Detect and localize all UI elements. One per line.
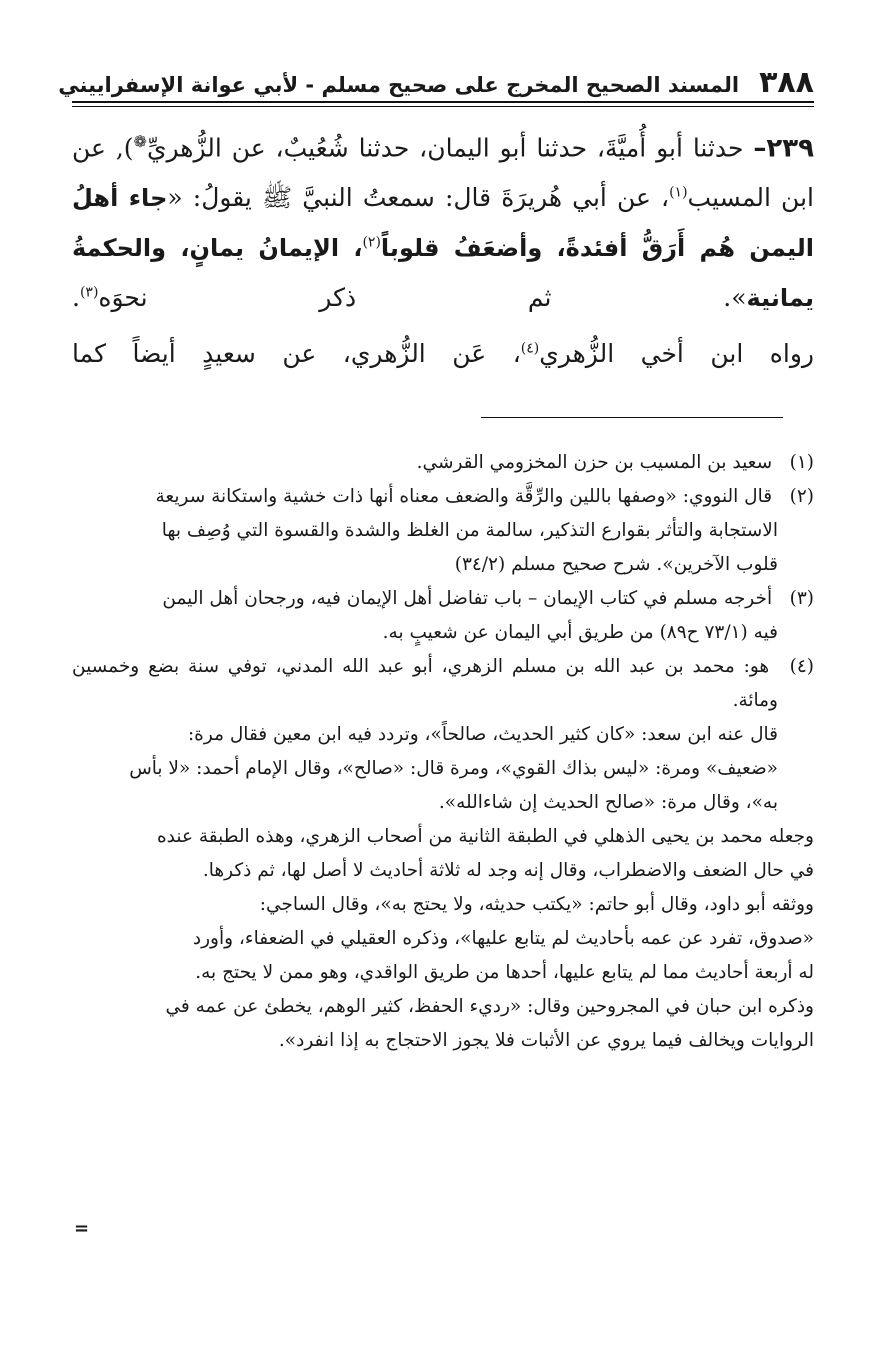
hadith-dash: –	[753, 133, 767, 164]
footnote-ref-4: (٤)	[520, 341, 540, 357]
footnote-4	[72, 650, 814, 820]
footnote-line: قلوب الآخرين». شرح صحيح مسلم (٣٤/٢)	[454, 554, 778, 575]
narration-paragraph	[72, 329, 814, 379]
hadith-quote-b: ، الإيمانُ يمانٍ، والحكمةُ يمانية	[72, 234, 814, 313]
footnote-line: «ضعيف» ومرة: «ليس بذاك القوي»، ومرة قال: «صالح»، وقال الإمام أحمد: «لا بأس	[129, 758, 778, 779]
header-rule-thin	[72, 106, 814, 107]
footnote-4-continuation-3	[72, 990, 814, 1058]
footnote-line: أخرجه مسلم في كتاب الإيمان – باب تفاضل أهل الإيمان فيه، ورجحان أهل اليمن	[162, 588, 773, 609]
footnote-number: (٤)	[789, 656, 814, 677]
hadith-isnad-c: ، عن أبي هُريرَةَ قال: سمعتُ النبيَّ ﷺ يقولُ: «	[167, 183, 670, 213]
page-number: ٣٨٨	[759, 65, 814, 100]
footnote-line: «صدوق، تفرد عن عمه بأحاديث لم يتابع عليها»، وذكره العقيلي في الضعفاء، وأورد	[192, 928, 814, 949]
hadith-paragraph	[72, 117, 814, 323]
footnote-2	[72, 480, 814, 582]
honorific-icon: ❁	[133, 132, 147, 151]
hadith-quote-a: جاء أهلُ اليمن هُم أَرَقُّ أفئدةً، وأضعَفُ قلوباً	[72, 184, 814, 263]
footnote-line: هو: محمد بن عبد الله بن مسلم الزهري، أبو عبد الله المدني، توفي سنة بضع وخمسين ومائة.	[72, 656, 778, 711]
footnotes	[72, 446, 814, 1058]
footnote-line: في حال الضعف والاضطراب، وقال إنه وجد له ثلاثة أحاديث لا أصل لها، ثم ذكرها.	[202, 860, 814, 881]
footnote-1	[72, 446, 814, 480]
narration-b: ، عَن الزُّهري، عن سعيدٍ أيضاً كما	[72, 339, 521, 369]
footnote-line: ووثقه أبو داود، وقال أبو حاتم: «يكتب حديثه، ولا يحتج به»، وقال الساجي:	[259, 894, 814, 915]
footnote-line: قال النووي: «وصفها باللين والرِّقَّة والضعف معناه أنها ذات خشية واستكانة سريعة	[155, 486, 773, 507]
footnote-ref-2: (٢)	[362, 235, 381, 251]
footnote-line: وذكره ابن حبان في المجروحين وقال: «رديء الحفظ، كثير الوهم، يخطئ عن عمه في	[165, 996, 814, 1017]
footnote-3	[72, 582, 814, 650]
page-header	[58, 60, 814, 100]
footnote-number: (٣)	[789, 588, 814, 609]
narration-a: رواه ابن أخي الزُّهري	[539, 339, 814, 369]
hadith-period: .	[72, 283, 80, 313]
footnote-number: (٢)	[789, 486, 814, 507]
hadith-number: ٢٣٩	[766, 133, 814, 164]
continuation-mark: =	[74, 1218, 90, 1239]
hadith-isnad-b: ), عن ابن المسيب	[72, 133, 814, 213]
footnote-number: (١)	[789, 452, 814, 473]
hadith-isnad-a: حدثنا أبو أُميَّةَ، حدثنا أبو اليمان، حدثنا شُعُيبٌ، عن الزُّهريِّ	[146, 133, 754, 163]
footnote-ref-3: (٣)	[79, 285, 99, 301]
hadith-closing: ». ثم ذكر نحوَه	[98, 283, 747, 313]
footnote-separator	[481, 417, 783, 418]
footnote-ref-1: (١)	[669, 185, 688, 201]
footnote-line: الاستجابة والتأثر بقوارع التذكير، سالمة من الغلظ والشدة والقسوة التي وُصِف بها	[161, 520, 778, 541]
footnote-4-continuation-2	[72, 888, 814, 990]
footnote-line: به»، وقال مرة: «صالح الحديث إن شاءالله».	[438, 792, 778, 813]
hadith-text	[72, 117, 814, 379]
footnote-line: سعيد بن المسيب بن حزن المخزومي القرشي.	[416, 452, 773, 473]
footnote-line: له أربعة أحاديث مما لم يتابع عليها، أحدها من طريق الواقدي، وهو ممن لا يحتج به.	[195, 962, 814, 983]
running-title: المسند الصحيح المخرج على صحيح مسلم - لأبي عوانة الإسفراييني	[58, 73, 740, 97]
footnote-line: فيه (٧٣/١ ح٨٩) من طريق أبي اليمان عن شعيبٍ به.	[382, 622, 778, 643]
footnote-line: قال عنه ابن سعد: «كان كثير الحديث، صالحاً»، وتردد فيه ابن معين فقال مرة:	[187, 724, 778, 745]
footnote-line: وجعله محمد بن يحيى الذهلي في الطبقة الثانية من أصحاب الزهري، وهذه الطبقة عنده	[156, 826, 814, 847]
footnote-4-continuation-1	[72, 820, 814, 888]
header-rule	[72, 101, 814, 103]
footnote-line: الروايات ويخالف فيما يروي عن الأثبات فلا يجوز الاحتجاج به إذا انفرد».	[278, 1030, 814, 1051]
